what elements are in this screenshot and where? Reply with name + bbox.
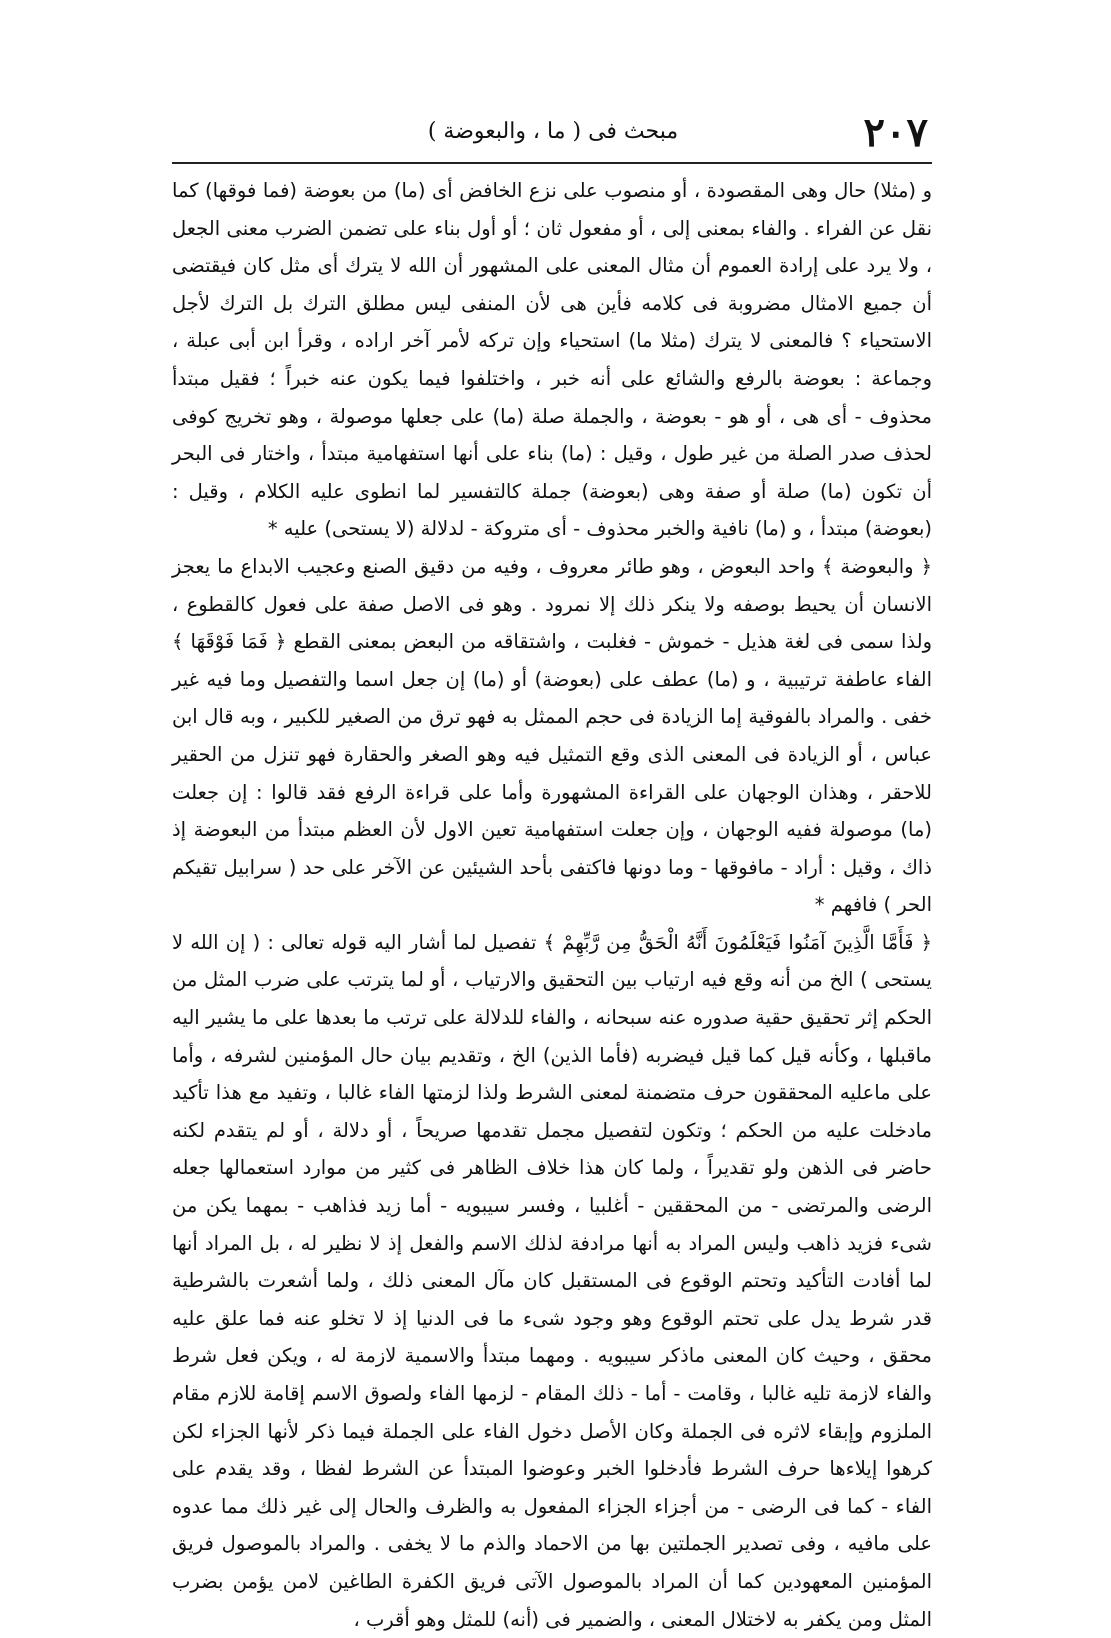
header-rule — [172, 162, 932, 164]
paragraph: ﴿ فَأَمَّا الَّذِينَ آمَنُوا فَيَعْلَمُونَ أَنَّهُ الْحَقُّ مِن رَّبِّهِمْ ﴾ تفصيل لما أشار اليه قوله تعالى : ( إن الله لا يستحى ) الخ من أنه وقع فيه ارتياب بين التحقيق والارتياب ، أو لما يترتب على ضرب المثل من الحكم إثر تحقيق حقية صدوره عنه سبحانه ، والفاء للدلالة على ترتب ما بعدها على ما يشير اليه ماقبلها ، وكأنه قيل كما قيل فيضربه (فأما الذين) الخ ، وتقديم بيان حال المؤمنين لشرفه ، وأما على ماعليه المحققون حرف متضمنة لمعنى الشرط ولذا لزمتها الفاء غالبا ، وتفيد مع هذا تأكيد مادخلت عليه من الحكم ؛ وتكون لتفصيل مجمل تقدمها صريحاً ، أو دلالة ، أو لم يتقدم لكنه حاضر فى الذهن ولو تقديراً ، ولما كان هذا خلاف الظاهر فى كثير من موارد استعمالها جعله الرضى والمرتضى - من المحققين - أغلبيا ، وفسر سيبويه - أما زيد فذاهب - بمهما يكن من شىء فزيد ذاهب وليس المراد به أنها مرادفة لذلك الاسم والفعل إذ لا نظير له ، بل المراد أنها لما أفادت التأكيد وتحتم الوقوع فى المستقبل كان مآل المعنى ذلك ، ولما أشعرت بالشرطية قدر شرط يدل على تحتم الوقوع وهو وجود شىء ما فى الدنيا إذ لا تخلو عنه فما علق عليه محقق ، وحيث كان المعنى ماذكر سيبويه . ومهما مبتدأ والاسمية لازمة له ، ويكن فعل شرط والفاء لازمة تليه غالبا ، وقامت - أما - ذلك المقام - لزمها الفاء ولصوق الاسم إقامة للازم مقام الملزوم وإبقاء لاثره فى الجملة وكان الأصل دخول الفاء على الجملة فيما ذكر لأنها الجزاء لكن كرهوا إيلاءها حرف الشرط فأدخلوا الخبر وعوضوا المبتدأ عن الشرط لفظا ، وقد يقدم على الفاء - كما فى الرضى - من أجزاء الجزاء المفعول به والظرف والحال إلى غير ذلك مما عدوه على مافيه ، وفى تصدير الجملتين بها من الاحماد والذم ما لا يخفى . والمراد بالموصول فريق المؤمنين المعهودين كما أن المراد بالموصول الآتى فريق الكفرة الطاغين لامن يؤمن بضرب المثل ومن يكفر به لاختلال المعنى ، والضمير فى (أنه) للمثل وهو أقرب ، — [172, 930, 932, 1631]
page-number: ٢٠٧ — [863, 109, 928, 156]
body-text — [172, 172, 932, 1638]
running-title: مبحث فى ( ما ، والبعوضة ) — [427, 119, 679, 144]
paragraph: ﴿ والبعوضة ﴾ واحد البعوض ، وهو طائر معروف ، وفيه من دقيق الصنع وعجيب الابداع ما يعجز الانسان أن يحيط بوصفه ولا ينكر ذلك إلا نمرود . وهو فى الاصل صفة على فعول كالقطوع ، ولذا سمى فى لغة هذيل - خموش - فغلبت ، واشتقاقه من البعض بمعنى القطع ﴿ فَمَا فَوْقَهَا ﴾ الفاء عاطفة ترتيبية ، و (ما) عطف على (بعوضة) أو (ما) إن جعل اسما والتفصيل وما فيه غير خفى . والمراد بالفوقية إما الزيادة فى حجم الممثل به فهو ترق من الصغير للكبير ، وبه قال ابن عباس ، أو الزيادة فى المعنى الذى وقع التمثيل فيه وهو الصغر والحقارة فهو تنزل من الحقير للاحقر ، وهذان الوجهان على القراءة المشهورة وأما على قراءة الرفع فقد قالوا : إن جعلت (ما) موصولة ففيه الوجهان ، وإن جعلت استفهامية تعين الاول لأن العظم مبتدأ من البعوضة إذ ذاك ، وقيل : أراد - مافوقها - وما دونها فاكتفى بأحد الشيئين عن الآخر على حد ( سرابيل تقيكم الحر ) فافهم * — [172, 554, 932, 917]
paragraph: و (مثلا) حال وهى المقصودة ، أو منصوب على نزع الخافض أى (ما) من بعوضة (فما فوقها) كما نقل عن الفراء . والفاء بمعنى إلى ، أو مفعول ثان ؛ أو أول بناء على تضمن الضرب معنى الجعل ، ولا يرد على إرادة العموم أن مثال المعنى على المشهور أن الله لا يترك أى مثل كان فيقتضى أن جميع الامثال مضروبة فى كلامه فأين هى لأن المنفى ليس مطلق الترك بل الترك لأجل الاستحياء ؟ فالمعنى لا يترك (مثلا ما) استحياء وإن تركه لأمر آخر اراده ، وقرأ ابن أبى عبلة ، وجماعة : بعوضة بالرفع والشائع على أنه خبر ، واختلفوا فيما يكون عنه خبراً ؛ فقيل مبتدأ محذوف - أى هى ، أو هو - بعوضة ، والجملة صلة (ما) على جعلها موصولة ، وهو تخريج كوفى لحذف صدر الصلة من غير طول ، وقيل : (ما) بناء على أنها استفهامية مبتدأ ، واختار فى البحر أن تكون (ما) صلة أو صفة وهى (بعوضة) جملة كالتفسير لما انطوى عليه الكلام ، وقيل : (بعوضة) مبتدأ ، و (ما) نافية والخبر محذوف - أى متروكة - لدلالة (لا يستحى) عليه * — [172, 179, 932, 541]
page-header — [168, 108, 928, 158]
